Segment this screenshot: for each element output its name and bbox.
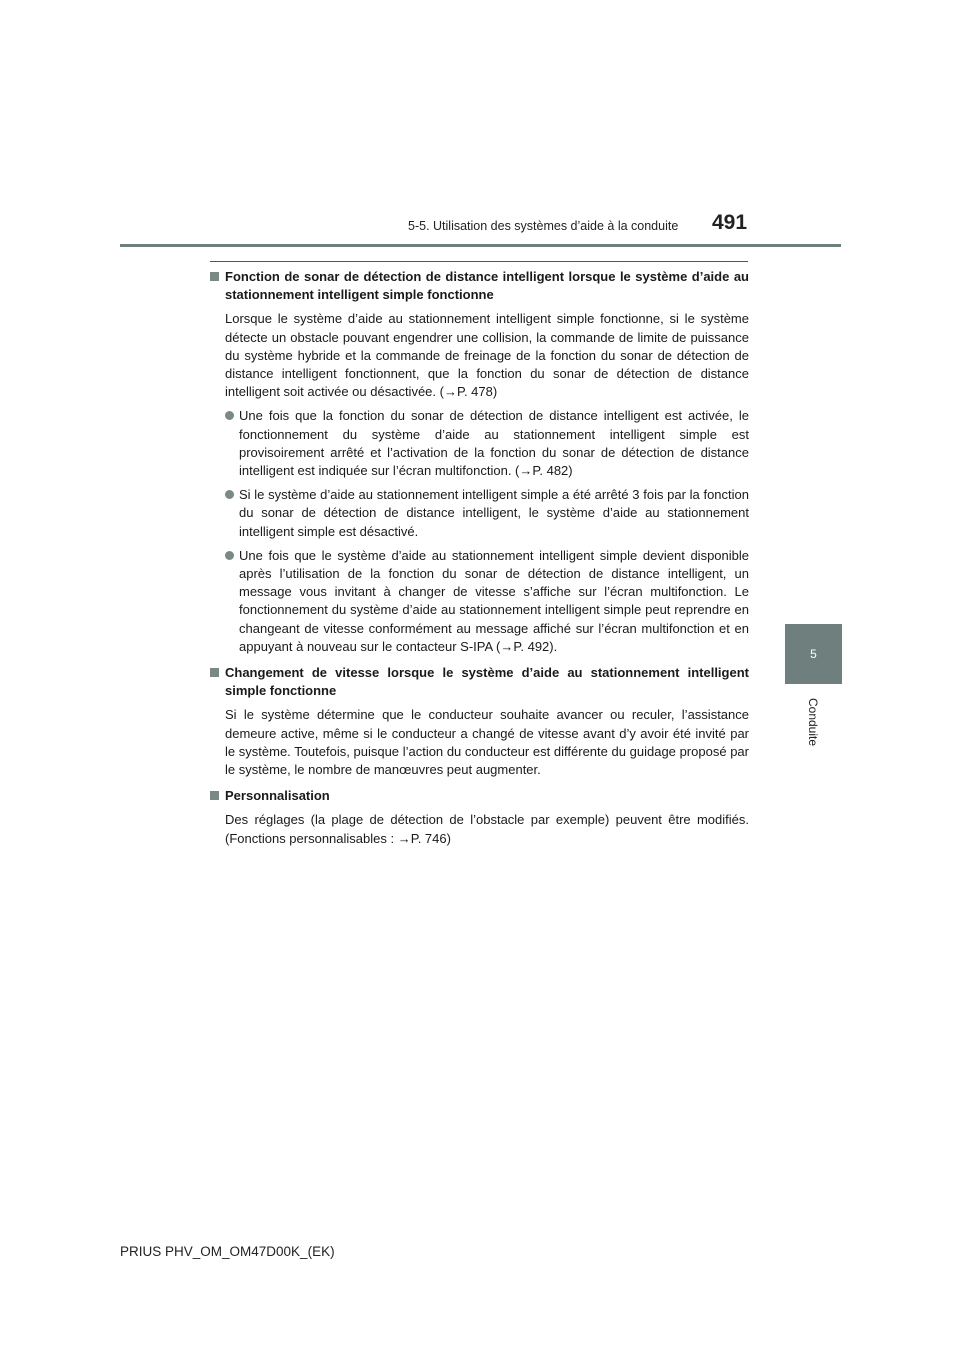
section-paragraph: Des réglages (la plage de détection de l’obstacle par exemple) peuvent être modifiés. (Fonctions personnalisables : →P. 746) — [225, 812, 749, 846]
bullet-text: Une fois que la fonction du sonar de détection de distance intelligent est activée, le fonctionnement du système d’aide au stationnement intelligent simple est provisoirement arrêté et l’activation de la fonction du sonar de détection de distance intelligent est indiquée sur l’écran multifonction. (→P. 482) — [239, 408, 749, 479]
section-heading-text: Changement de vitesse lorsque le système d’aide au stationnement intelligent simple fonctionne — [225, 665, 749, 699]
circle-bullet-icon — [225, 490, 234, 499]
chapter-label-text: Conduite — [806, 697, 821, 747]
content-top-divider — [210, 261, 748, 262]
chapter-tab[interactable] — [785, 624, 842, 684]
chapter-label — [785, 692, 842, 752]
bullet-item — [225, 407, 749, 480]
header-section-title: 5-5. Utilisation des systèmes d’aide à la conduite — [408, 219, 679, 233]
section-sonar-function — [210, 268, 749, 656]
section-heading — [210, 268, 749, 304]
bullet-text: Une fois que le système d’aide au stationnement intelligent simple devient disponible après l’utilisation de la fonction du sonar de détection de distance intelligent, un message vous invitant à changer de vitesse s’affiche sur l’écran multifonction. Le fonctionnement du système d’aide au stationnement intelligent simple peut reprendre en changeant de vitesse conformément au message affiché sur l’écran multifonction et en appuyant à nouveau sur le contacteur S-IPA (→P. 492). — [239, 547, 749, 654]
square-bullet-icon — [210, 272, 219, 281]
section-paragraph: Si le système détermine que le conducteur souhaite avancer ou reculer, l’assistance demeure active, même si le conducteur a changé de vitesse avant d’y avoir été invité par le système. Toutefois, puisque l’action du conducteur est différente du guidage proposé par le système, le nombre de manœuvres peut augmenter. — [225, 707, 749, 778]
section-heading — [210, 787, 749, 805]
section-customization — [210, 787, 749, 848]
section-heading — [210, 664, 749, 700]
section-gear-change — [210, 664, 749, 779]
chapter-number: 5 — [810, 647, 817, 661]
circle-bullet-icon — [225, 411, 234, 420]
bullet-text: Si le système d’aide au stationnement intelligent simple a été arrêté 3 fois par la fonction du sonar de détection de distance intelligent, le système d’aide au stationnement intelligent simple est désactivé. — [239, 487, 749, 539]
page-number: 491 — [712, 211, 748, 234]
section-heading-text: Personnalisation — [225, 788, 330, 804]
bullet-item — [225, 547, 749, 656]
circle-bullet-icon — [225, 551, 234, 560]
header-divider — [120, 244, 841, 247]
section-heading-text: Fonction de sonar de détection de distance intelligent lorsque le système d’aide au stationnement intelligent simple fonctionne — [225, 269, 749, 303]
footer-document-code: PRIUS PHV_OM_OM47D00K_(EK) — [120, 1244, 335, 1259]
bullet-item — [225, 486, 749, 541]
page-content — [210, 268, 749, 856]
square-bullet-icon — [210, 791, 219, 800]
section-paragraph: Lorsque le système d’aide au stationnement intelligent simple fonctionne, si le système détecte un obstacle pouvant engendrer une collision, la commande de limite de puissance du système hybride et la commande de freinage de la fonction du sonar de détection de distance intelligent fonctionnent, que la fonction du sonar de détection de distance intelligent soit activée ou désactivée. (→P. 478) — [225, 311, 749, 400]
square-bullet-icon — [210, 668, 219, 677]
